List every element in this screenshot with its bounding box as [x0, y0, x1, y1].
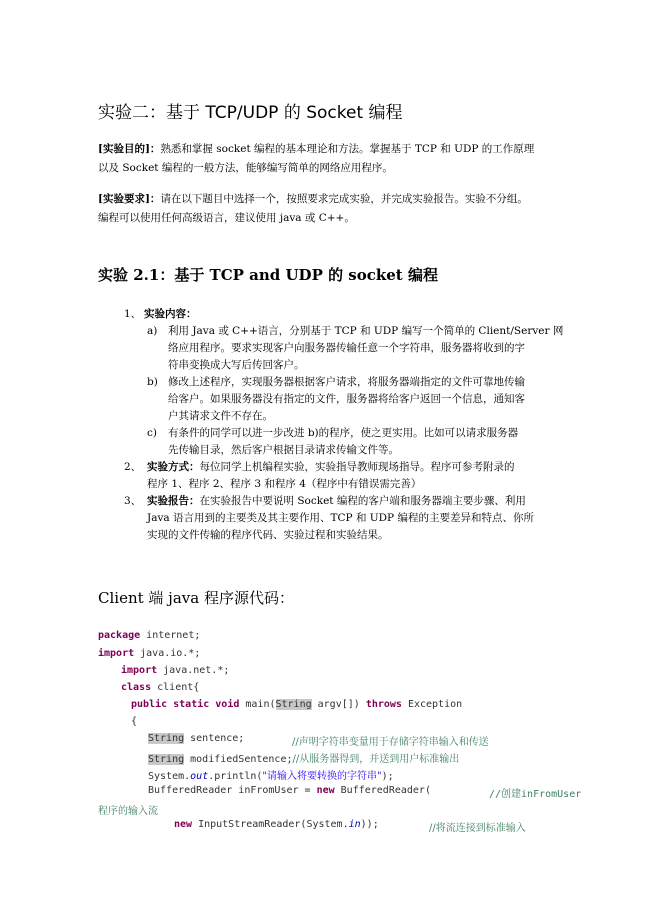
code-comment: //从服务器得到，并送到用户标准输出 — [292, 754, 460, 765]
highlighted-type: String — [148, 754, 185, 765]
code-line-5 — [131, 699, 462, 710]
item-2-label: 实验方式： — [147, 461, 200, 473]
item-1c-text — [168, 425, 518, 459]
item-1a-text — [168, 323, 563, 374]
code-line-7 — [148, 733, 244, 744]
code-comment-10: //创建inFromUser — [489, 789, 582, 800]
item-1b-line-3: 户其请求文件不存在。 — [168, 410, 273, 422]
code-text: Exception — [401, 699, 463, 710]
requirements-line-2: 编程可以使用任何高级语言，建议使用 java 或 C++。 — [98, 212, 355, 224]
code-text: argv[]) — [311, 699, 366, 710]
item-2-text — [147, 459, 515, 493]
code-comment-7: //声明字符串变量用于存储字符串输入和传送 — [292, 737, 489, 748]
code-text: ); — [381, 771, 394, 782]
code-comment-12: //将流连接到标准输入 — [429, 823, 526, 834]
code-line-9 — [148, 767, 394, 782]
code-line-8 — [148, 750, 459, 765]
code-text: .println( — [208, 771, 263, 782]
code-text: client{ — [151, 682, 200, 693]
code-line-10 — [148, 785, 431, 796]
code-text: InputStreamReader(System. — [192, 819, 349, 830]
item-1a-line-3: 符串变换成大写后传回客户。 — [168, 359, 305, 371]
keyword: import — [121, 665, 158, 676]
item-1c-mark: c) — [147, 427, 157, 439]
code-text: BufferedReader inFromUser = — [148, 785, 317, 796]
code-text: )); — [360, 819, 379, 830]
item-3-text — [147, 493, 534, 544]
item-1b-mark: b) — [147, 376, 158, 388]
code-text: BufferedReader( — [334, 785, 431, 796]
keyword: package — [98, 630, 141, 641]
code-line-3 — [121, 665, 229, 676]
code-line-2 — [98, 648, 200, 659]
code-text: sentence; — [184, 733, 245, 744]
keyword: new — [316, 785, 335, 796]
code-text: System. — [148, 771, 191, 782]
highlighted-type: String — [148, 733, 185, 744]
string-literal: "请输入将要转换的字符串" — [262, 771, 382, 782]
keyword: import — [98, 648, 135, 659]
item-3-line-2: Java 语言用到的主要类及其主要作用、TCP 和 UDP 编程的主要差异和特点、你所 — [147, 512, 534, 524]
code-line-4 — [121, 682, 199, 693]
purpose-label: [实验目的]： — [98, 143, 161, 155]
item-1b-line-1: 修改上述程序，实现服务器根据客户请求，将服务器端指定的文件可靠地传输 — [168, 376, 525, 388]
item-3-line-1: 在实验报告中要说明 Socket 编程的客户端和服务器端主要步骤、利用 — [199, 495, 526, 507]
item-2-number: 2、 — [124, 461, 142, 473]
code-line-6: { — [131, 716, 138, 727]
item-3-line-3: 实现的文件传输的程序代码、实验过程和实验结果。 — [147, 529, 389, 541]
code-line-11: 程序的输入流 — [98, 806, 158, 817]
keyword: throws — [365, 699, 402, 710]
requirements-label: [实验要求]： — [98, 193, 161, 205]
keyword: public static void — [131, 699, 240, 710]
item-1a-mark: a) — [147, 325, 158, 337]
field-ref: in — [348, 819, 361, 830]
code-text: java.io.*; — [134, 648, 201, 659]
item-1a-line-1: 利用 Java 或 C++语言，分别基于 TCP 和 UDP 编写一个简单的 Client/Server 网 — [168, 325, 564, 337]
item-1b-text — [168, 374, 525, 425]
item-2-line-2: 程序 1、程序 2、程序 3 和程序 4（程序中有错误需完善） — [147, 478, 422, 490]
item-1-label: 实验内容： — [144, 308, 197, 320]
requirements-line-1: 请在以下题目中选择一个，按照要求完成实验，并完成实验报告。实验不分组。 — [160, 193, 528, 205]
code-text: modifiedSentence; — [184, 754, 293, 765]
code-text: main( — [239, 699, 276, 710]
code-text: internet; — [140, 630, 201, 641]
code-heading: Client 端 java 程序源代码： — [98, 589, 294, 607]
section-title: 实验 2.1：基于 TCP and UDP 的 socket 编程 — [98, 266, 438, 284]
purpose-paragraph — [98, 140, 534, 178]
code-text: java.net.*; — [157, 665, 230, 676]
code-line-12 — [174, 819, 379, 830]
page-title: 实验二：基于 TCP/UDP 的 Socket 编程 — [98, 103, 403, 123]
item-3-number: 3、 — [124, 495, 142, 507]
keyword: class — [121, 682, 152, 693]
field-ref: out — [190, 771, 209, 782]
item-2-line-1: 每位同学上机编程实验，实验指导教师现场指导。程序可参考附录的 — [199, 461, 515, 473]
highlighted-type: String — [275, 699, 312, 710]
item-1-number: 1、 — [124, 308, 142, 320]
item-1b-line-2: 给客户。如果服务器没有指定的文件，服务器将给客户返回一个信息，通知客 — [168, 393, 525, 405]
item-1c-line-1: 有条件的同学可以进一步改进 b)的程序，使之更实用。比如可以请求服务器 — [168, 427, 519, 439]
purpose-line-1: 熟悉和掌握 socket 编程的基本理论和方法。掌握基于 TCP 和 UDP 的工作原理 — [160, 143, 535, 155]
purpose-line-2: 以及 Socket 编程的一般方法，能够编写简单的网络应用程序。 — [98, 162, 393, 174]
item-1c-line-2: 先传输目录，然后客户根据目录请求传输文件等。 — [168, 444, 399, 456]
requirements-paragraph — [98, 190, 528, 228]
keyword: new — [174, 819, 193, 830]
item-1a-line-2: 络应用程序。要求实现客户向服务器传输任意一个字符串，服务器将收到的字 — [168, 342, 525, 354]
item-3-label: 实验报告： — [147, 495, 200, 507]
code-line-1 — [98, 630, 200, 641]
